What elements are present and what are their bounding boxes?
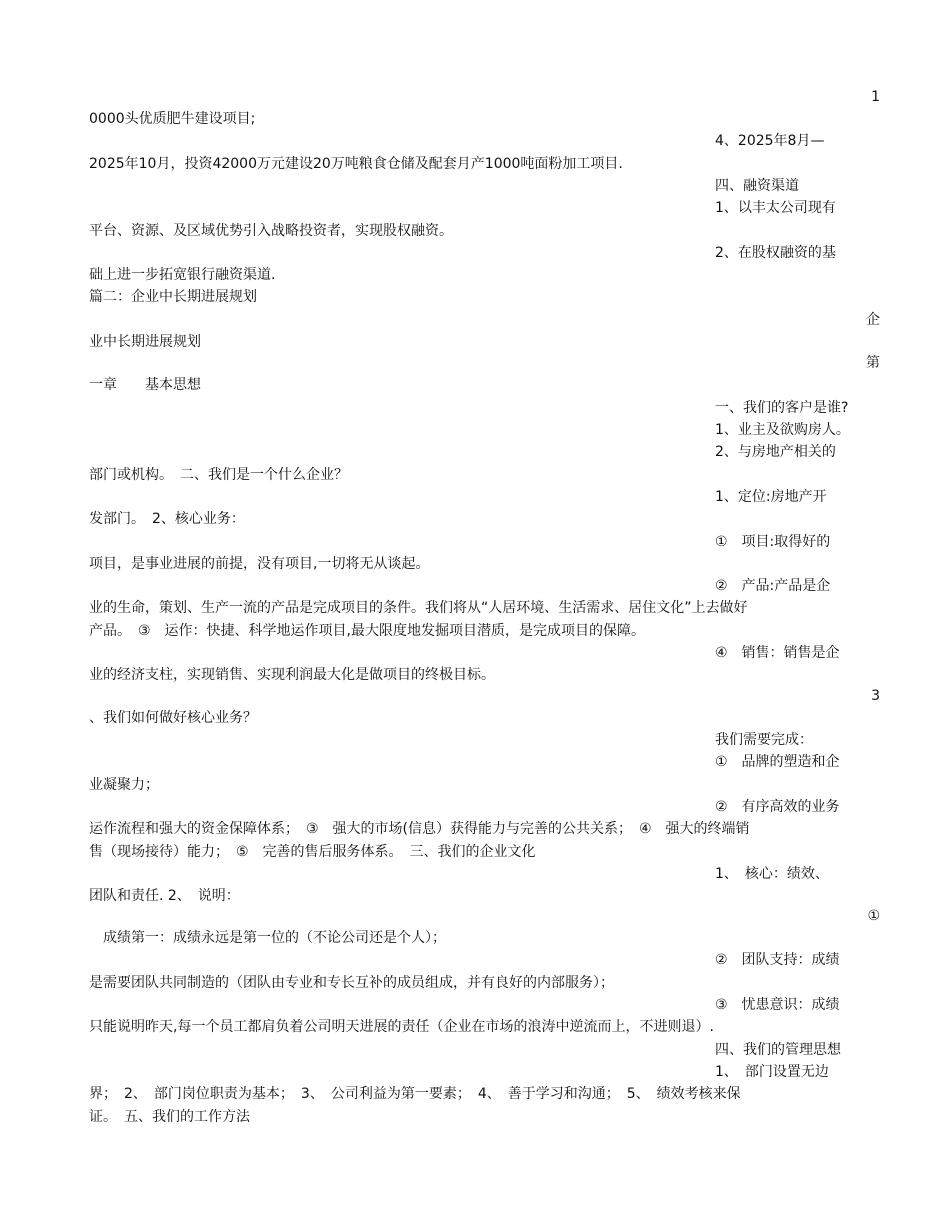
text-line: ② 团队支持：成绩 [715, 952, 840, 968]
text-line: 是需要团队共同制造的（团队由专业和专长互补的成员组成，并有良好的内部服务）； [89, 975, 614, 991]
text-line: 0000头优质肥牛建设项目; [89, 111, 256, 127]
text-line: ② 产品:产品是企 [715, 578, 831, 594]
text-line: 企 [866, 312, 880, 328]
text-line: ② 有序高效的业务 [715, 799, 840, 815]
text-line: ① 品牌的塑造和企 [715, 754, 840, 770]
text-line: 只能说明昨天,每一个员工都肩负着公司明天进展的责任（企业在市场的浪涛中逆流而上，不进则退）. [89, 1019, 714, 1035]
text-line: 平台、资源、及区域优势引入战略投资者，实现股权融资。 [89, 223, 453, 239]
text-line: 1、 核心：绩效、 [715, 866, 829, 882]
text-line: ④ 销售：销售是企 [715, 645, 840, 661]
text-line: 产品。 ③ 运作：快捷、科学地运作项目,最大限度地发掘项目潜质，是完成项目的保障。 [89, 623, 645, 639]
text-line: 业中长期进展规划 [89, 334, 201, 350]
chapter-heading: 一章 基本思想 [89, 377, 201, 393]
text-line: ③ 忧患意识：成绩 [715, 997, 840, 1013]
text-line: 团队和责任. 2、 说明： [89, 888, 240, 904]
text-line: 部门或机构。 二、我们是一个什么企业？ [89, 467, 348, 483]
section-heading: 、我们如何做好核心业务？ [89, 710, 257, 726]
text-line: 1、 部门设置无边 [715, 1064, 829, 1080]
text-line: 2、在股权融资的基 [715, 245, 836, 261]
text-line: ① 项目:取得好的 [715, 534, 831, 550]
text-line: 我们需要完成： [715, 732, 813, 748]
text-line: 2、与房地产相关的 [715, 444, 836, 460]
text-line: 成绩第一：成绩永远是第一位的（不论公司还是个人）； [89, 930, 446, 946]
text-line: 发部门。 2、核心业务： [89, 511, 245, 527]
text-line: 第 [866, 355, 880, 371]
text-line: 运作流程和强大的资金保障体系； ③ 强大的市场(信息）获得能力与完善的公共关系； ④ 强大的终端销 [89, 821, 750, 837]
text-line: 4、2025年8月— [715, 133, 825, 149]
text-line: 证。 五、我们的工作方法 [89, 1109, 250, 1125]
text-line: 售（现场接待）能力； ⑤ 完善的售后服务体系。 三、我们的企业文化 [89, 844, 536, 860]
text-line: ① [867, 908, 880, 924]
text-line: 2025年10月，投资42000万元建设20万吨粮食仓储及配套月产1000吨面粉加工项目. [89, 156, 623, 172]
text-line: 1、以丰太公司现有 [715, 200, 836, 216]
text-line: 界； 2、 部门岗位职责为基本； 3、 公司利益为第一要素； 4、 善于学习和沟通； 5、 绩效考核来保 [89, 1086, 741, 1102]
text-line: 项目，是事业进展的前提，没有项目,一切将无从谈起。 [89, 556, 430, 572]
text-line: 业凝聚力； [89, 777, 159, 793]
section-heading: 四、融资渠道 [715, 178, 799, 194]
text-line: 3 [871, 688, 880, 704]
section-heading: 篇二：企业中长期进展规划 [89, 289, 257, 305]
text-line: 业的生命，策划、生产一流的产品是完成项目的条件。我们将从“人居环境、生活需求、居住文化”上去做好 [89, 600, 748, 616]
text-line: 1、业主及欲购房人。 [715, 422, 850, 438]
text-line: 业的经济支柱，实现销售、实现利润最大化是做项目的终极目标。 [89, 667, 495, 683]
section-heading: 一、我们的客户是谁? [715, 400, 849, 416]
text-line: 1 [871, 89, 880, 105]
text-line: 础上进一步拓宽银行融资渠道. [89, 267, 276, 283]
section-heading: 四、我们的管理思想 [715, 1042, 841, 1058]
text-line: 1、定位:房地产开 [715, 489, 827, 505]
